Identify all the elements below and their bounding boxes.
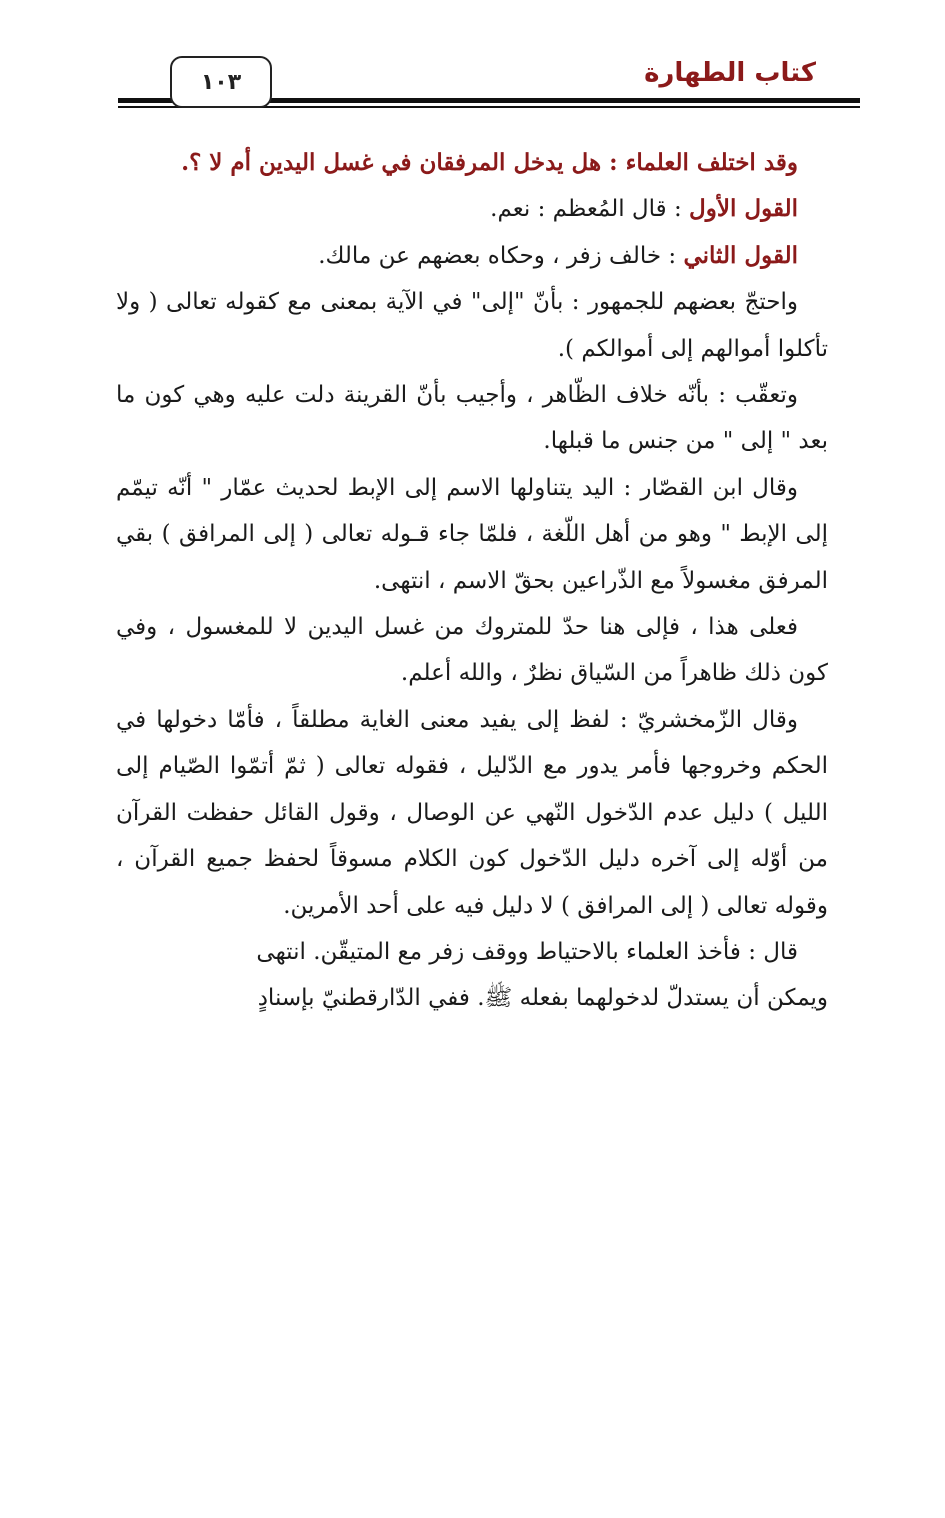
paragraph-text: وقال الزّمخشريّ : لفظ إلى يفيد معنى الغاية مطلقاً ، فأمّا دخولها في الحكم وخروجها فأمر يدور مع الدّليل ، فقوله تعالى ( ثمّ أتمّوا الصّيام إلى الليل ) دليل عدم الدّخول النّهي عن الوصال ، وقول القائل حفظت القرآن من أوّله إلى آخره دليل الدّخول كون الكلام مسوقاً لحفظ جميع القرآن ، وقوله تعالى ( إلى المرافق ) لا دليل فيه على أحد الأمرين. — [116, 706, 828, 919]
page-number: ١٠٣ — [200, 69, 242, 95]
paragraph-text: : قال المُعظم : نعم. — [490, 196, 690, 223]
paragraph-rebuttal — [116, 372, 828, 465]
paragraph-text: ويمكن أن يستدلّ لدخولهما بفعله ﷺ. ففي الدّارقطنيّ بإسنادٍ — [257, 985, 828, 1012]
paragraph-zamakhshari — [116, 697, 828, 929]
paragraph-lead: القول الأول — [689, 195, 798, 223]
book-title: كتاب الطهارة — [644, 58, 816, 88]
paragraph-text: : خالف زفر ، وحكاه بعضهم عن مالك. — [318, 242, 684, 269]
paragraph-text: واحتجّ بعضهم للجمهور : بأنّ "إلى" في الآية بمعنى مع كقوله تعالى ( ولا تأكلوا أموالهم إلى أموالكم ). — [116, 289, 828, 362]
paragraph-daraqutni — [116, 975, 828, 1021]
page-number-box — [170, 56, 272, 108]
paragraph-conclusion — [116, 604, 828, 697]
paragraph-ibn-alqassar — [116, 465, 828, 604]
paragraph-lead: وقد اختلف العلماء : هل يدخل المرفقان في غسل اليدين أم لا ؟. — [181, 149, 798, 176]
paragraph-question — [116, 140, 828, 186]
paragraph-second-opinion — [116, 233, 828, 279]
paragraph-lead: القول الثاني — [683, 241, 798, 269]
paragraph-text: قال : فأخذ العلماء بالاحتياط ووقف زفر مع المتيقّن. انتهى — [256, 938, 798, 965]
paragraph-argument — [116, 279, 828, 372]
paragraph-scholars — [116, 929, 828, 975]
page-header — [118, 52, 860, 112]
paragraph-text: وقال ابن القصّار : اليد يتناولها الاسم إلى الإبط لحديث عمّار " أنّه تيمّم إلى الإبط " وهو من أهل اللّغة ، فلمّا جاء قـوله تعالى ( إلى المرافق ) بقي المرفق مغسولاً مع الذّراعين بحقّ الاسم ، انتهى. — [116, 474, 828, 594]
body-text — [116, 140, 828, 1022]
paragraph-text: فعلى هذا ، فإلى هنا حدّ للمتروك من غسل اليدين لا للمغسول ، وفي كون ذلك ظاهراً من السّياق نظرٌ ، والله أعلم. — [116, 614, 828, 687]
paragraph-text: وتعقّب : بأنّه خلاف الظّاهر ، وأجيب بأنّ القرينة دلت عليه وهي كون ما بعد " إلى " من جنس ما قبلها. — [116, 382, 828, 455]
paragraph-first-opinion — [116, 186, 828, 232]
